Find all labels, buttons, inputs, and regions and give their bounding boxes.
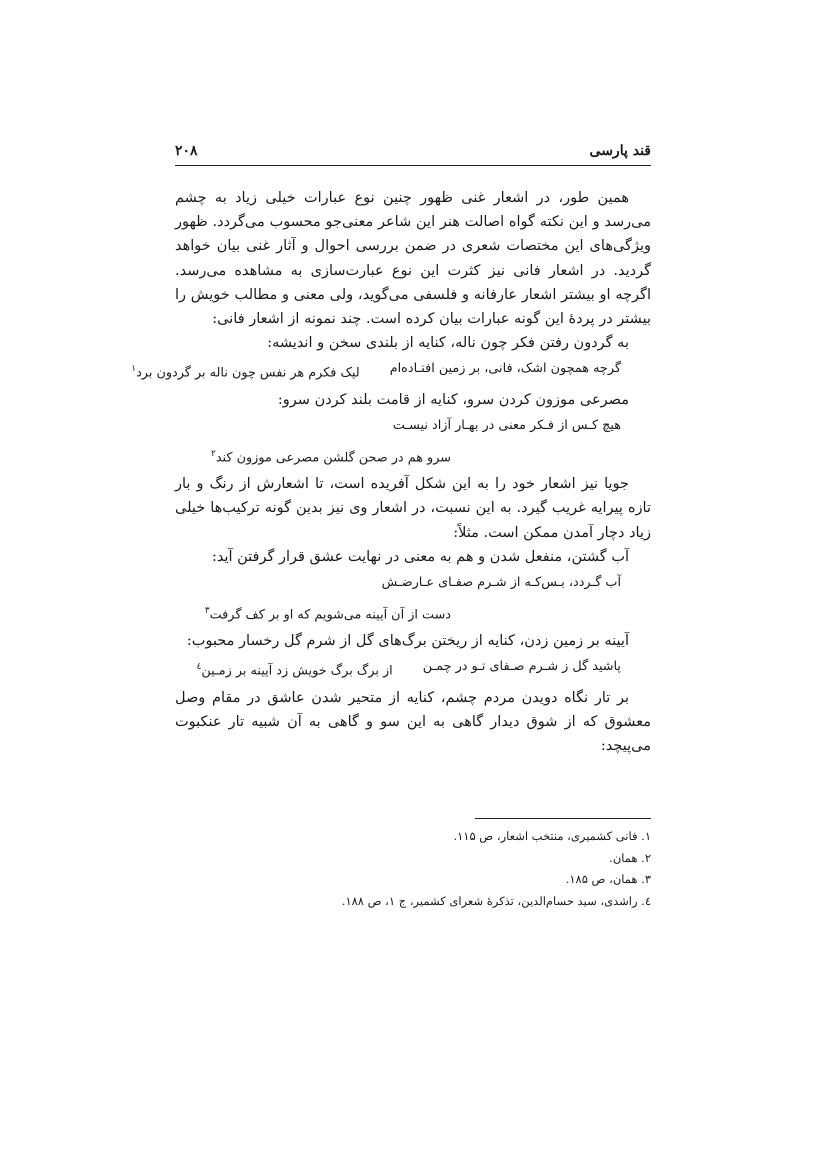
footnote-mark: ۱ bbox=[131, 364, 137, 375]
example-1-hemistich-b: لیک فکرم هر نفس چون ناله بر گردون برد bbox=[136, 365, 360, 381]
example-4-verse bbox=[175, 653, 651, 685]
footnote-mark: ۳ bbox=[204, 605, 210, 616]
example-3-line-b-wrap bbox=[175, 597, 651, 629]
example-1-hemistich-a: گرچه همچون اشک، فانی، بر زمین افتـاده‌ام bbox=[389, 361, 621, 377]
example-4-hemistich-b: از برگ برگ خویش زد آیینه بر زمـین bbox=[201, 663, 393, 679]
example-2-intro: مصرعی موزون کردن سرو، کنایه از قامت بلند کردن سرو: bbox=[277, 391, 629, 408]
footnote-rule bbox=[475, 818, 651, 819]
footnote-4: ٤. راشدی، سید حسام‌الدین، تذکرهٔ شعرای کشمیر، ج ۱، ص ۱۸۸. bbox=[341, 893, 651, 908]
header-rule bbox=[175, 165, 651, 166]
main-text bbox=[131, 186, 651, 758]
example-3-line-a: آب گـردد، بـس‌کـه از شـرم صفـای عـارضـش bbox=[381, 574, 621, 590]
paragraph-jouya: جویا نیز اشعار خود را به این شکل آفریده است، تا اشعارش از رنگ و بار تازه پیرایه غریب گیرد. به این نسبت، در اشعار وی نیز بدین گونه ترکیب‌ها خیلی زیاد دچار آمدن ممکن است. مثلاً: bbox=[175, 476, 651, 541]
paragraph-gaze: بر تار نگاه دویدن مردم چشم، کنایه از متحیر شدن عاشق در مقام وصل معشوق که از شوق دیدار گاهی به این سو و گاهی به آن شبیه تار عنکبوت می‌پیچد: bbox=[175, 689, 651, 755]
example-1-verse bbox=[131, 355, 651, 387]
example-4-hemistich-a: پاشید گل ز شـرم صـفای تـو در چمـن bbox=[422, 659, 621, 675]
page-number: ۲۰۸ bbox=[175, 143, 198, 159]
example-3-intro: آب گشتن، منفعل شدن و هم به معنی در نهایت عشق قرار گرفتن آید: bbox=[211, 548, 629, 565]
example-1-hemistich-b-wrap bbox=[131, 355, 359, 387]
example-3-line-b: دست از آن آیینه می‌شویم که او بر کف گرفت bbox=[209, 607, 451, 623]
paragraph-fani: همین طور، در اشعار غنی ظهور چنین نوع عبارات خیلی زیاد به چشم می‌رسد و این نکته گواه اصالت هنر این شاعر معنی‌جو محسوب می‌گردد. ظهور ویژگی‌های این مختصات شعری در ضمن بررسی احوال و آثار غنی بیان خواهد گردید. در اشعار فانی نیز کثرت این نوع عبارت‌سازی به مشاهده می‌رسد. اگرچه او بیشتر اشعار عارفانه و فلسفی می‌گوید، ولی معنی و مطالب خویش را بیشتر در پردهٔ این گونه عبارات بیان کرده است. چند نمونه از اشعار فانی: bbox=[175, 190, 651, 328]
example-2-line-a: هیچ کـس از فـکر معنی در بهـار آزاد نیسـت bbox=[392, 417, 621, 433]
example-2-line-b: سرو هم در صحن گلشن مصرعی موزون کند bbox=[215, 450, 451, 466]
footnote-1: ۱. فانی کشمیری، منتخب اشعار، ص ۱۱۵. bbox=[453, 829, 651, 843]
example-1-intro: به گردون رفتن فکر چون ناله، کنایه از بلندی سخن و اندیشه: bbox=[267, 335, 629, 352]
example-4-hemistich-b-wrap bbox=[197, 653, 393, 685]
example-4-intro: آیینه بر زمین زدن، کنایه از ریختن برگ‌های گل از شرم گل رخسار محبوب: bbox=[186, 633, 629, 650]
running-header-title: قند پارسی bbox=[589, 143, 651, 159]
footnote-2: ۲. همان. bbox=[609, 850, 651, 865]
footnote-mark: ۲ bbox=[211, 448, 216, 459]
footnotes bbox=[175, 826, 651, 912]
example-2-line-b-wrap bbox=[175, 440, 651, 472]
footnote-3: ۳. همان، ص ۱۸۵. bbox=[565, 872, 651, 886]
footnote-mark: ٤ bbox=[196, 662, 202, 673]
